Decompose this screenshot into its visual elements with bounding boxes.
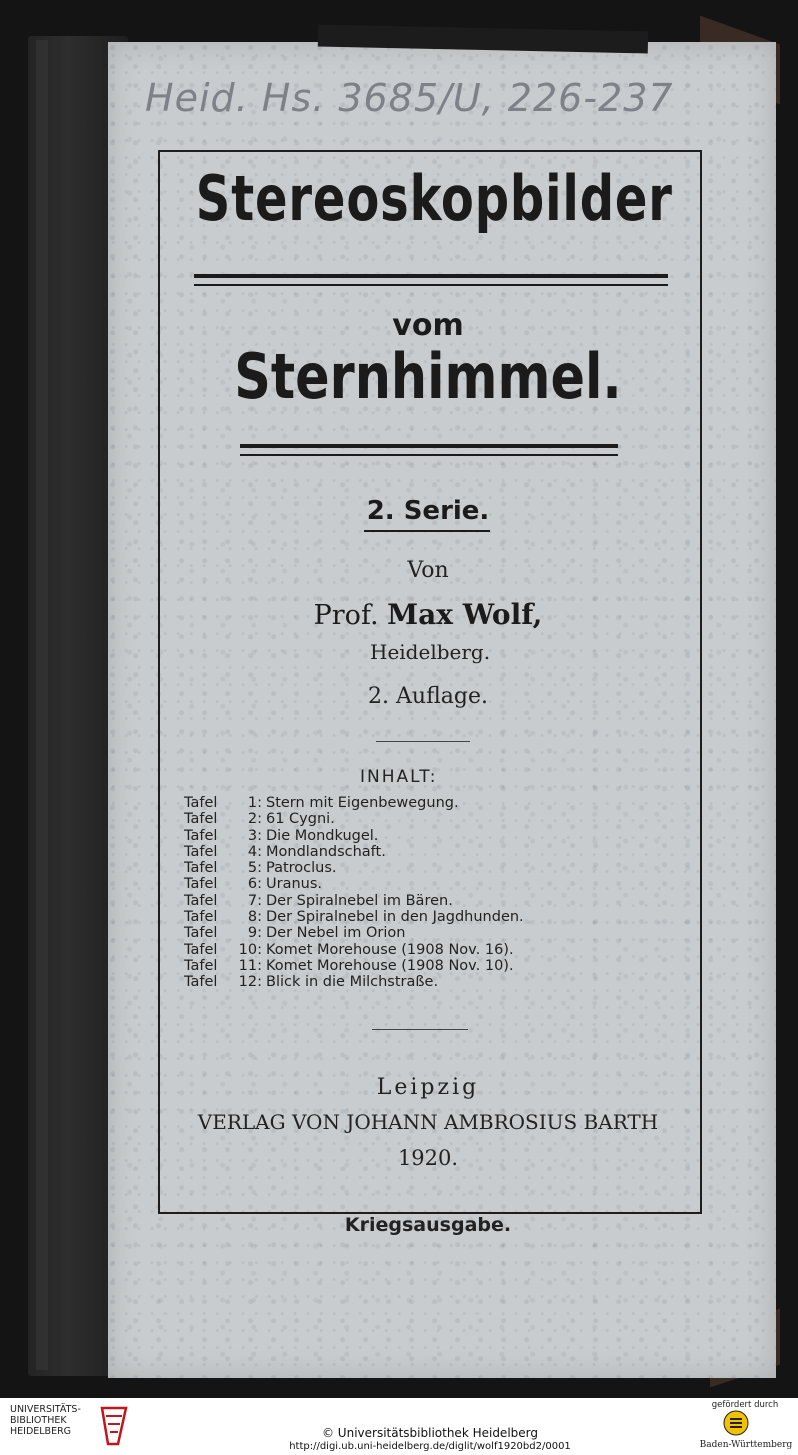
state-crest-icon [723, 1410, 749, 1436]
plate-number: 4: [247, 843, 262, 860]
title-line-1: Stereoskopbilder [195, 162, 673, 235]
funder-name: Baden-Württemberg [699, 1440, 793, 1450]
spine-edge [36, 40, 48, 1370]
library-logo-icon [96, 1404, 132, 1448]
funded-by-label: gefördert durch [711, 1400, 779, 1410]
plate-number: 12: [238, 974, 262, 991]
subtitle-rule-thin [240, 454, 618, 456]
plate-label: Tafel [184, 892, 218, 909]
divider-upper [376, 741, 470, 742]
plate-label: Tafel [184, 795, 218, 811]
subtitle-rule-thick [240, 444, 618, 448]
plate-title: Der Nebel im Orion [266, 925, 406, 942]
plate-title: 61 Cygni. [266, 811, 335, 828]
publisher-name: VERLAG VON JOHANN AMBROSIUS BARTH [197, 1110, 659, 1134]
plate-title: Patroclus. [266, 860, 337, 877]
list-item [184, 844, 664, 860]
series-underline [364, 530, 490, 532]
edition-label: 2. Auflage. [368, 684, 488, 709]
plate-number: 1: [247, 795, 262, 811]
list-item [184, 811, 664, 827]
library-name [10, 1404, 100, 1437]
library-line: UNIVERSITÄTS- [10, 1404, 81, 1415]
plate-title: Mondlandschaft. [266, 843, 386, 860]
publisher-block [158, 1075, 698, 1170]
list-item [184, 909, 664, 925]
plate-label: Tafel [184, 925, 218, 942]
plate-number: 9: [247, 925, 262, 942]
publication-year: 1920. [397, 1146, 459, 1170]
title-line-2: vom [392, 308, 464, 343]
author-line [158, 598, 698, 631]
author-city: Heidelberg. [370, 640, 491, 664]
list-item [184, 974, 664, 990]
series-label: 2. Serie. [366, 496, 490, 526]
title-rule-thick [194, 274, 668, 278]
list-item [184, 893, 664, 909]
plate-label: Tafel [184, 957, 218, 974]
author-name: Max Wolf, [387, 598, 543, 631]
contents-heading: INHALT: [360, 767, 438, 787]
plate-number: 6: [247, 876, 262, 893]
plate-title: Der Spiralnebel im Bären. [266, 892, 453, 909]
contents-list [184, 795, 664, 991]
title-line-3: Sternhimmel. [234, 340, 622, 413]
list-item [184, 925, 664, 941]
shelfmark-handwritten: Heid. Hs. 3685/U, 226-237 [145, 76, 674, 120]
title-rule-thin [194, 284, 668, 286]
by-label: Von [407, 558, 449, 583]
copyright-text: © Universitätsbibliothek Heidelberg [321, 1426, 538, 1440]
list-item [184, 795, 664, 811]
list-item [184, 860, 664, 876]
plate-title: Die Mondkugel. [266, 827, 379, 844]
plate-number: 5: [247, 860, 262, 877]
source-url[interactable]: http://digi.ub.uni-heidelberg.de/diglit/wolf1920bd2/0001 [289, 1441, 571, 1452]
plate-label: Tafel [184, 811, 218, 828]
plate-title: Komet Morehouse (1908 Nov. 10). [266, 957, 514, 974]
plate-title: Stern mit Eigenbewegung. [266, 795, 459, 811]
plate-number: 3: [247, 827, 262, 844]
author-prefix: Prof. [313, 600, 379, 631]
plate-title: Uranus. [266, 876, 323, 893]
library-line: BIBLIOTHEK [10, 1415, 67, 1426]
plate-label: Tafel [184, 974, 218, 991]
plate-label: Tafel [184, 876, 218, 893]
publisher-city: Leipzig [376, 1075, 480, 1100]
library-line: HEIDELBERG [10, 1426, 72, 1437]
plate-label: Tafel [184, 909, 218, 926]
plate-number: 7: [247, 892, 262, 909]
plate-label: Tafel [184, 843, 218, 860]
list-item [184, 942, 664, 958]
plate-number: 10: [238, 941, 262, 958]
plate-label: Tafel [184, 941, 218, 958]
plate-title: Komet Morehouse (1908 Nov. 16). [266, 941, 514, 958]
plate-number: 11: [238, 957, 262, 974]
list-item [184, 958, 664, 974]
plate-number: 8: [247, 909, 262, 926]
divider-lower [372, 1029, 468, 1030]
plate-label: Tafel [184, 827, 218, 844]
war-edition-label: Kriegsausgabe. [344, 1214, 512, 1236]
plate-number: 2: [247, 811, 262, 828]
list-item [184, 828, 664, 844]
plate-title: Der Spiralnebel in den Jagdhunden. [266, 909, 524, 926]
plate-label: Tafel [184, 860, 218, 877]
plate-title: Blick in die Milchstraße. [266, 974, 439, 991]
list-item [184, 876, 664, 892]
